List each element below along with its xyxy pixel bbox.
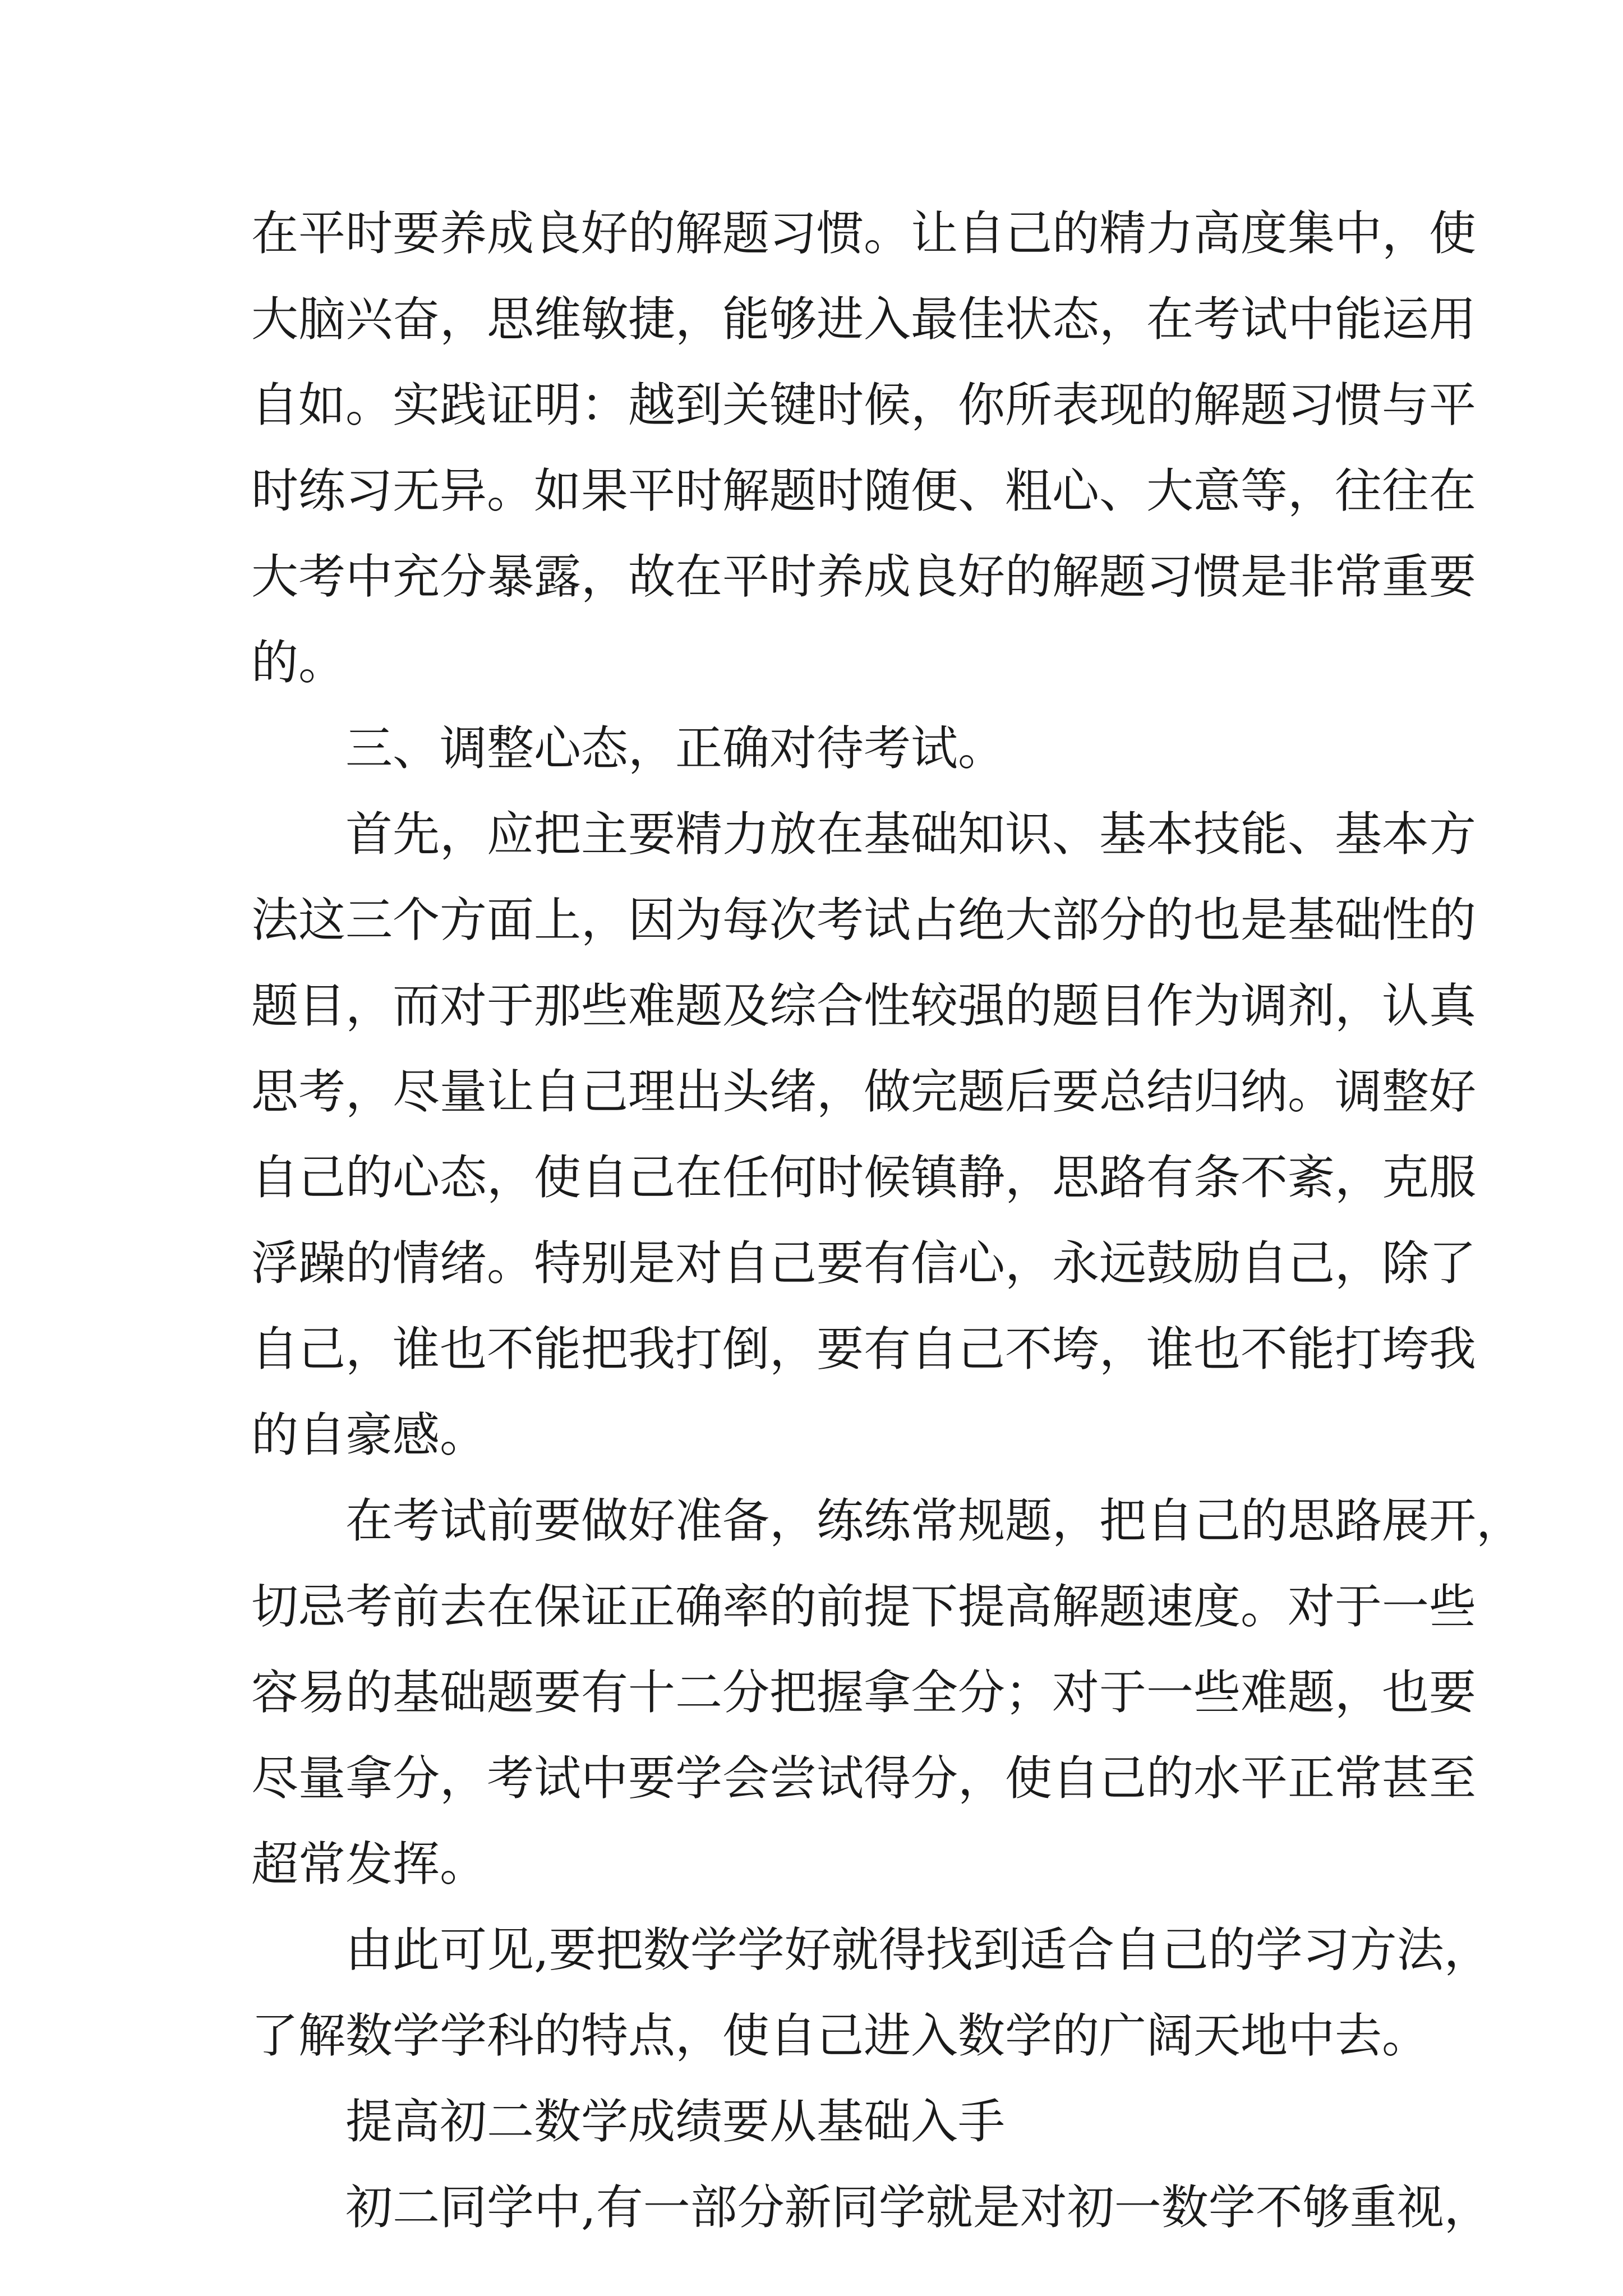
text-line: 时练习无异。如果平时解题时随便、粗心、大意等，往往在 — [251, 463, 1477, 518]
text-line: 的。 — [251, 635, 346, 690]
text-line: 由此可见,要把数学学好就得找到适合自己的学习方法， — [345, 1922, 1491, 1977]
text-line: 在平时要养成良好的解题习惯。让自己的精力高度集中，使 — [251, 206, 1477, 261]
text-line: 思考，尽量让自己理出头绪，做完题后要总结归纳。调整好 — [251, 1064, 1477, 1119]
text-line: 题目，而对于那些难题及综合性较强的题目作为调剂，认真 — [251, 978, 1477, 1033]
text-line: 在考试前要做好准备，练练常规题，把自己的思路展开， — [345, 1493, 1524, 1548]
text-line: 法这三个方面上，因为每次考试占绝大部分的也是基础性的 — [251, 892, 1477, 947]
text-line: 自如。实践证明：越到关键时候，你所表现的解题习惯与平 — [251, 378, 1477, 432]
body-text — [251, 191, 1524, 2251]
text-line: 尽量拿分，考试中要学会尝试得分，使自己的水平正常甚至 — [251, 1751, 1477, 1806]
section-heading: 三、调整心态，正确对待考试。 — [345, 721, 1006, 776]
text-line: 切忌考前去在保证正确率的前提下提高解题速度。对于一些 — [251, 1579, 1477, 1634]
text-line: 自己，谁也不能把我打倒，要有自己不垮，谁也不能打垮我 — [251, 1322, 1477, 1377]
text-line: 大考中充分暴露，故在平时养成良好的解题习惯是非常重要 — [251, 549, 1477, 604]
text-line: 大脑兴奋，思维敏捷，能够进入最佳状态，在考试中能运用 — [251, 292, 1477, 347]
text-line: 自己的心态，使自己在任何时候镇静，思路有条不紊，克服 — [251, 1150, 1477, 1205]
text-line: 了解数学学科的特点，使自己进入数学的广阔天地中去。 — [251, 2008, 1430, 2063]
subtitle-heading: 提高初二数学成绩要从基础入手 — [345, 2094, 1006, 2149]
text-line: 容易的基础题要有十二分把握拿全分；对于一些难题，也要 — [251, 1665, 1477, 1720]
text-line: 的自豪感。 — [251, 1407, 487, 1462]
text-line: 初二同学中,有一部分新同学就是对初一数学不够重视， — [345, 2180, 1491, 2235]
text-line: 首先，应把主要精力放在基础知识、基本技能、基本方 — [345, 807, 1477, 862]
text-line: 浮躁的情绪。特别是对自己要有信心，永远鼓励自己，除了 — [251, 1236, 1477, 1291]
text-line: 超常发挥。 — [251, 1837, 487, 1892]
